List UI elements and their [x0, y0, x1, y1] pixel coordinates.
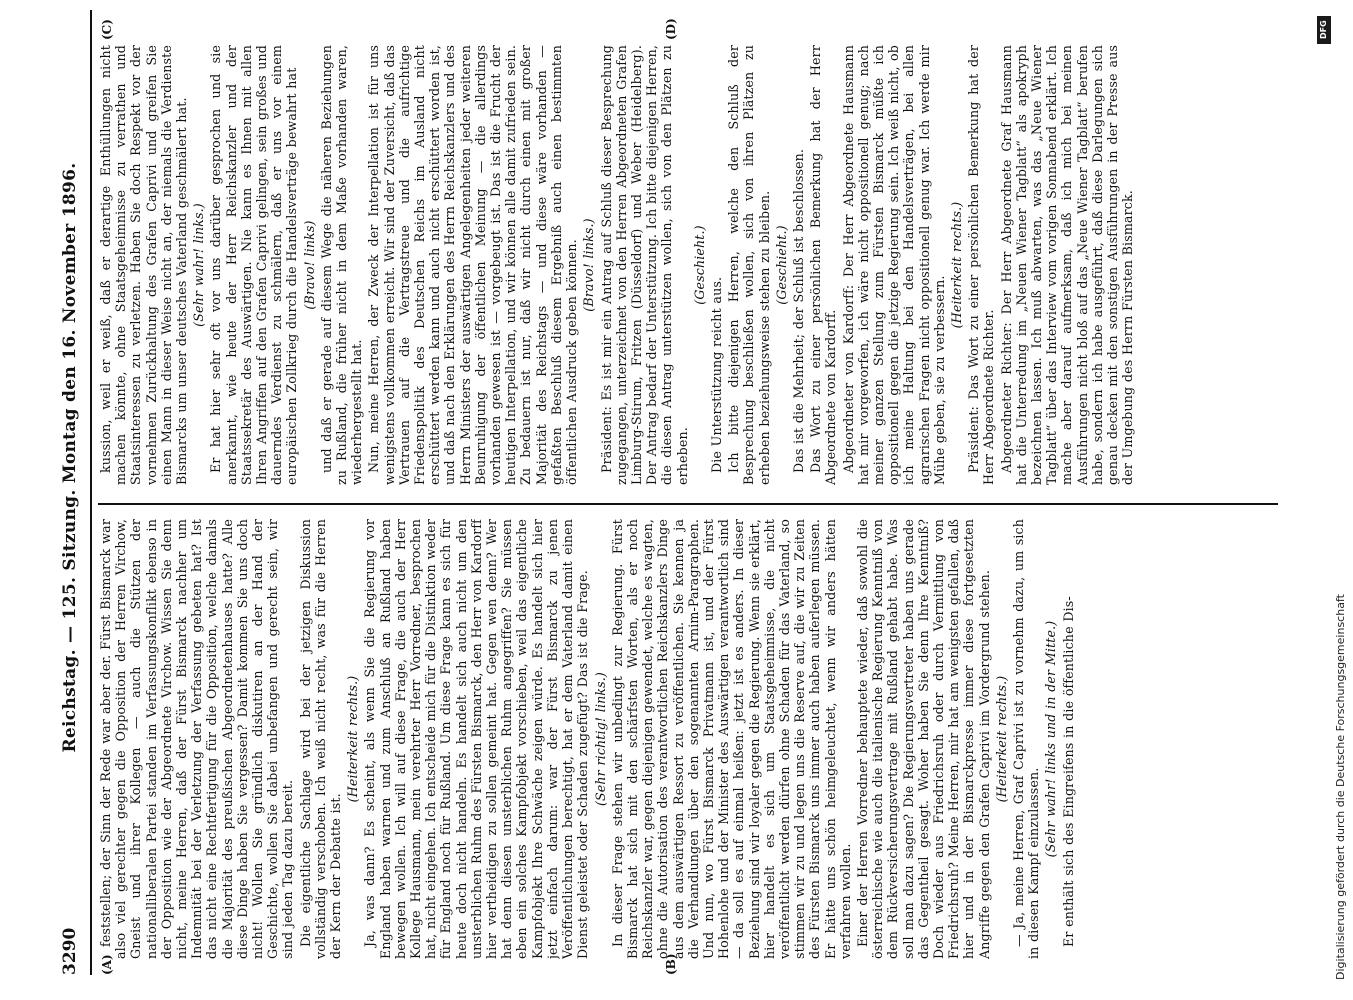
digitization-stamp — [1312, 8, 1352, 988]
paragraph: (Heiterkeit rechts.) — [993, 675, 1009, 803]
right-column — [98, 45, 1288, 485]
paragraph: feststellen; der Sinn der Rede war aber der. Fürst Bismarck war also viel gerechter gegen die Opposition der Herren Virchow, Gneist und ihrer Kollegen — auch die Stützen der nationalliberalen Partei standen im Verfassungskonflikt ebenso in der Opposition wie der Abgeordnete Virchow. Wissen Sie denn nicht, meine Herren, daß der Fürst Bismarck nachher um Indemnität bei der Verletzung der Verfassung gebeten hat? Ist das nicht eine Rechtfertigung für die Opposition, welche damals die Majorität des preußischen Abgeordnetenhauses hatte? Alle diese Dinge haben Sie vergessen? Damit kommen Sie uns doch nicht! Wollen Sie gründlich diskutiren an der Hand der Geschichte, wollen Sie dabei unbefangen und gerecht sein, wir sind jeden Tag dazu bereit. — [98, 519, 296, 959]
paragraph: kussion, weil er weiß, daß er derartige Enthüllungen nicht machen könnte, ohne Staatsgeheimnisse zu verrathen und Staatsinteressen zu verletzen. Haben Sie doch Respekt vor der vornehmen Zurückhaltung des Grafen Caprivi und greifen Sie einen Mann in dieser Weise nicht an, der niemals die Verdienste Bismarcks um unser deutsches Vaterland geschmälert hat. — [98, 45, 190, 485]
margin-label-b: (B) — [664, 953, 678, 975]
paragraph: Einer der Herren Vorredner behauptete wieder, daß sowohl die österreichische wie auch die italienische Regierung Kenntniß von dem Rückversicherungsvertrage mit Rußland gehabt habe. Was soll man dazu sagen? Die Regierungsvertreter haben uns gerade das Gegentheil gesagt. Woher haben Sie denn Ihre Kenntniß? Doch wieder aus Friedrichsruh oder durch Vermittlung von Friedrichsruh? Meine Herren, mir hat am wenigsten gefallen, daß hier und in der Bismarckpresse immer diese fortgesetzten Angriffe gegen den Grafen Caprivi im Vordergrund stehen. — [854, 519, 992, 959]
margin-label-a: (A) — [100, 954, 114, 975]
paragraph: (Sehr wahr! links und in der Mitte.) — [1043, 620, 1059, 858]
paragraph: Das Wort zu einer persönlichen Bemerkung hat der Herr Abgeordnete von Kardorff. — [808, 45, 839, 485]
page-header — [54, 10, 88, 975]
dfg-logo: DFG — [1317, 16, 1331, 44]
paragraph: (Heiterkeit rechts.) — [948, 201, 964, 329]
left-column — [98, 519, 1288, 959]
paragraph: Er hat hier sehr oft vor uns darüber gesprochen und sie anerkannt, wie heute der Herr Reichskanzler und der Staatssekretär des Auswärtigen. Nie kann es Ihnen mit allen Ihren Angriffen auf den Grafen Caprivi gelingen, sein großes und dauerndes Verdienst zu schmälern, daß er uns vor einem europäischen Zollkrieg durch die Handelsverträge bewahrt hat — [208, 45, 300, 485]
paragraph: (Heiterkeit rechts.) — [345, 675, 361, 803]
paragraph: Präsident: Es ist mir ein Antrag auf Schluß dieser Besprechung zugegangen, unterzeichnet von den Herren Abgeordneten Grafen Limburg-Stirum, Fritzen (Düsseldorf) und Weber (Heidelberg). Der Antrag bedarf der Unterstützung. Ich bitte diejenigen Herren, die diesen Antrag unterstützen wollen, sich von den Plätzen zu erheben. — [598, 45, 690, 485]
paragraph: (Geschieht.) — [773, 225, 789, 305]
margin-label-c: (C) — [100, 19, 114, 40]
paragraph: (Sehr richtig! links.) — [592, 671, 608, 807]
paragraph: Ich bitte diejenigen Herren, welche den Schluß der Besprechung beschließen wollen, sich von ihren Plätzen zu erheben beziehungsweise stehen zu bleiben. — [726, 45, 772, 485]
rotated-page-content — [54, 10, 1314, 975]
paragraph: Das ist die Mehrheit; der Schluß ist beschlossen. — [790, 148, 806, 473]
paragraph: (Bravo! links.) — [581, 218, 597, 312]
paragraph: Abgeordneter Richter: Der Herr Abgeordnete Graf Hausmann hat die Unterredung im „Neuen Wiener Tagblatt“ als apokryph bezeichnen lassen. Ich muß abwarten, was das „Neue Wiener Tagblatt“ über das Interview vom vorigen Sonnabend erklärt. Ich mache aber darauf aufmerksam, daß ich mich bei meinen Ausführungen nicht bloß auf das „Neue Wiener Tagblatt“ berufen habe, sondern ich habe ausgeführt, daß diese Darlegungen sich genau decken mit den sonstigen Ausführungen in der Presse aus der Umgebung des Herrn Fürsten Bismarck. — [998, 45, 1136, 485]
running-title: Reichstag. — 125. Sitzung. Montag den 16. November 1896. — [60, 162, 80, 753]
paragraph: Nun, meine Herren, der Zweck der Interpellation ist für uns wenigstens vollkommen erreicht. Wir sind der Zuversicht, daß das Vertrauen auf die Vertragstreue und die aufrichtige Friedenspolitik des Deutschen Reichs im Ausland nicht erschüttert werden kann und auch nicht erschüttert worden ist, und daß nach den Erklärungen des Herrn Reichskanzlers und des Herrn Ministers der auswärtigen Angelegenheiten jeder weiteren Beunruhigung der öffentlichen Meinung — die allerdings vorhanden gewesen ist — vorgebeugt ist. Das ist die Frucht der heutigen Interpellation, und wir können alle damit zufrieden sein. Zu bedauern ist nur, daß wir nicht durch einen mit großer Majorität des Reichstags — und diese wäre vorhanden — gefaßten Beschluß diesem Ergebniß auch einen bestimmten öffentlichen Ausdruck geben können. — [366, 45, 580, 485]
paragraph: Ja, was dann? Es scheint, als wenn Sie die Regierung vor England haben warnen und zum Anschluß an Rußland haben bewegen wollen. Ich will auf diese Frage, die auch der Herr Kollege Hausmann, mein verehrter Herr Vorredner, besprochen hat, nicht eingehen. Ich entscheide mich für die Distinktion weder für England noch für Rußland. Um diese Frage kann es sich für heute doch nicht handeln. Es handelt sich auch nicht um den unsterblichen Ruhm des Fürsten Bismarck, den Herr von Kardorff hier vertheidigen zu sollen gemeint hat. Gegen wen denn? Wer hat denn diesen unsterblichen Ruhm angegriffen? Sie müssen eben ein solches Kampfobjekt vorschieben, weil das eigentliche Kampfobjekt Ihre Schwäche zeigen würde. Es handelt sich hier jetzt einfach darum: war der Fürst Bismarck zu jenen Veröffentlichungen berechtigt, hat er dem Vaterland damit einen Dienst geleistet oder Schaden zugefügt? Das ist die Frage. — [362, 519, 591, 959]
paragraph: Die Unterstützung reicht aus. — [708, 276, 724, 473]
paragraph: Er enthält sich des Eingreifens in die öffentliche Dis- — [1060, 596, 1076, 947]
paragraph: (Sehr wahr! links.) — [191, 203, 207, 327]
paragraph: Präsident: Das Wort zu einer persönlichen Bemerkung hat der Herr Abgeordnete Richter. — [966, 45, 997, 485]
paragraph: In dieser Frage stehen wir unbedingt zur Regierung. Fürst Bismarck hat sich mit den schärfsten Worten, als er noch Reichskanzler war, gegen diejenigen gewendet, welche es wagten, ohne die Autorisation des verantwortlichen Reichskanzlers Dinge aus dem auswärtigen Ressort zu veröffentlichen. Sie kennen ja die Verhandlungen über den sogenannten Arnim-Paragraphen. Und nun, wo Fürst Bismarck Privatmann ist, und der Fürst Hohenlohe und der Minister des Auswärtigen verantwortlich sind — da soll es auf einmal heißen: jetzt ist es anders. In dieser Beziehung sind wir loyaler gegen die Regierung. Wenn sie erklärt, hier handelt es sich um Staatsgeheimnisse, die nicht veröffentlicht werden dürfen ohne Schaden für das Vaterland, so stimmen wir zu und legen uns die Reserve auf, die wir zu Zeiten des Fürsten Bismarck uns immer auch haben auferlegen müssen. Er hätte uns schön heimgeleuchtet, wenn wir anders hätten verfahren wollen. — [609, 519, 853, 959]
paragraph: — Ja, meine Herren, Graf Caprivi ist zu vornehm dazu, um sich in diesen Kampf einzulassen. — [1010, 519, 1042, 959]
paragraph: und daß er gerade auf diesem Wege die näheren Beziehungen zu Rußland, die früher nicht in dem Maße vorhanden waren, wiederhergestellt hat. — [318, 45, 365, 485]
column-rule — [98, 503, 1278, 505]
margin-label-d: (D) — [664, 18, 678, 40]
paragraph: Abgeordneter von Kardorff: Der Herr Abgeordnete Hausmann hat mir vorgeworfen, ich wäre nicht oppositionell genug; nach meiner ganzen Stellung zum Fürsten Bismarck müßte ich oppositionell gegen die jetzige Regierung sein. Ich weiß nicht, ob ich meine Haltung bei den Handelsverträgen, bei allen agrarischen Fragen nicht oppositionell genug war. Ich werde mir Mühe geben, sie zu verbessern. — [840, 45, 947, 485]
page-number: 3290 — [60, 927, 80, 975]
header-rule — [90, 10, 92, 975]
paragraph: (Geschieht.) — [691, 225, 707, 305]
paragraph: (Bravo! links) — [301, 220, 317, 310]
paragraph: Die eigentliche Sachlage wird bei der jetzigen Diskussion vollständig verschoben. Ich weiß nicht recht, was für die Herren der Kern der Debatte ist. — [297, 519, 344, 959]
digitization-note: Digitalisierung gefördert durch die Deutsche Forschungsgemeinschaft — [1334, 594, 1347, 980]
